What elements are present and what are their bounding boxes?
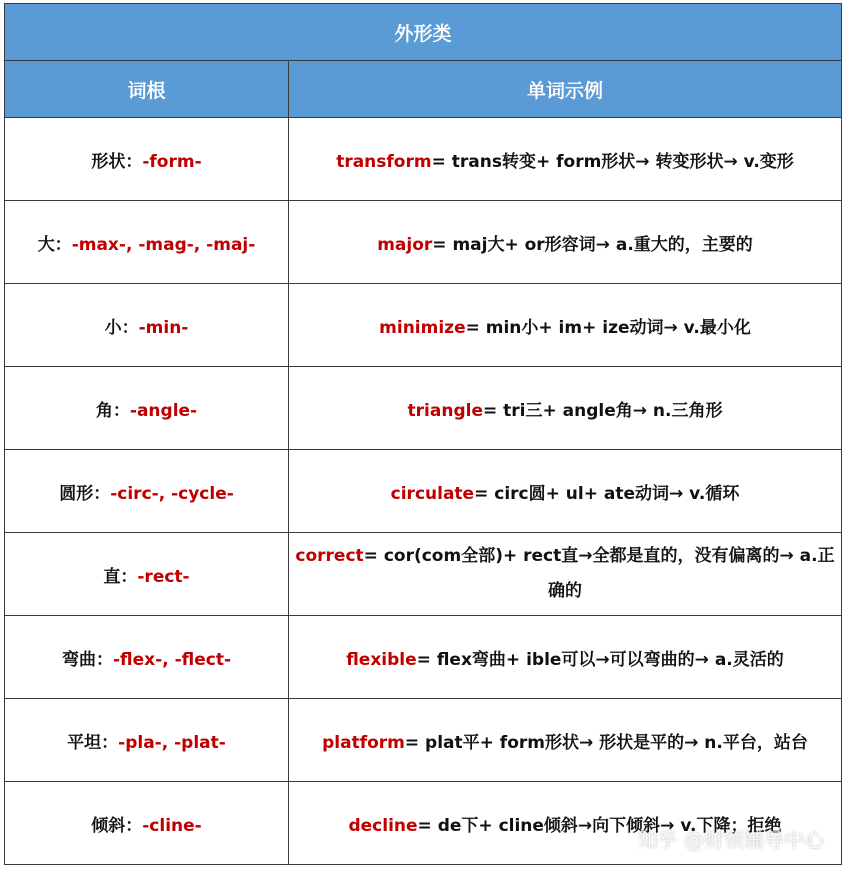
- root-value: -flex-, -flect-: [112, 649, 232, 670]
- table-row: [5, 367, 842, 450]
- example-cell: [289, 284, 842, 367]
- root-label: 直：: [103, 566, 138, 587]
- example-cell: [289, 201, 842, 284]
- root-value: -rect-: [137, 566, 190, 587]
- example-word: flexible: [346, 649, 417, 670]
- example-breakdown: = cor(com全部)+ rect直→全都是直的，没有偏离的→ a.正确的: [363, 546, 835, 601]
- root-label: 弯曲：: [61, 649, 113, 670]
- example-cell: [289, 367, 842, 450]
- example-word: correct: [295, 546, 364, 566]
- example-word: platform: [322, 732, 405, 753]
- root-label: 平坦：: [67, 732, 119, 753]
- roots-table: [4, 3, 842, 865]
- root-cell: [5, 782, 289, 865]
- example-breakdown: = trans转变+ form形状→ 转变形状→ v.变形: [431, 151, 794, 172]
- root-cell: [5, 533, 289, 616]
- column-header-example: 单词示例: [289, 61, 842, 118]
- example-cell: [289, 450, 842, 533]
- table-row: [5, 118, 842, 201]
- example-breakdown: = maj大+ or形容词→ a.重大的，主要的: [432, 234, 753, 255]
- table-row: [5, 616, 842, 699]
- example-word: decline: [348, 815, 418, 836]
- root-value: -min-: [138, 317, 189, 338]
- table-row: [5, 201, 842, 284]
- root-label: 大：: [37, 234, 72, 255]
- example-breakdown: = de下+ cline倾斜→向下倾斜→ v.下降；拒绝: [417, 815, 782, 836]
- root-cell: [5, 118, 289, 201]
- table-row: [5, 699, 842, 782]
- example-cell: [289, 699, 842, 782]
- example-breakdown: = tri三+ angle角→ n.三角形: [482, 400, 723, 421]
- example-breakdown: = circ圆+ ul+ ate动词→ v.循环: [474, 483, 740, 504]
- root-cell: [5, 450, 289, 533]
- example-word: circulate: [390, 483, 475, 504]
- example-breakdown: = plat平+ form形状→ 形状是平的→ n.平台，站台: [404, 732, 808, 753]
- example-breakdown: = flex弯曲+ ible可以→可以弯曲的→ a.灵活的: [416, 649, 784, 670]
- table-row: [5, 450, 842, 533]
- example-word: triangle: [407, 400, 483, 421]
- table-row: [5, 533, 842, 616]
- root-cell: [5, 284, 289, 367]
- root-value: -form-: [142, 151, 202, 172]
- root-value: -pla-, -plat-: [118, 732, 226, 753]
- root-cell: [5, 699, 289, 782]
- root-label: 倾斜：: [91, 815, 143, 836]
- root-cell: [5, 201, 289, 284]
- root-cell: [5, 616, 289, 699]
- root-value: -max-, -mag-, -maj-: [71, 234, 256, 255]
- root-cell: [5, 367, 289, 450]
- example-word: minimize: [379, 317, 466, 338]
- example-cell: [289, 118, 842, 201]
- example-word: transform: [336, 151, 432, 172]
- root-label: 形状：: [91, 151, 143, 172]
- root-label: 角：: [95, 400, 130, 421]
- watermark: 知乎 @财领辅导中心: [637, 828, 824, 852]
- root-label: 圆形：: [59, 483, 111, 504]
- table-title: 外形类: [5, 4, 842, 61]
- example-breakdown: = min小+ im+ ize动词→ v.最小化: [465, 317, 751, 338]
- root-value: -circ-, -cycle-: [110, 483, 234, 504]
- root-value: -angle-: [129, 400, 198, 421]
- example-cell: [289, 533, 842, 616]
- root-value: -cline-: [142, 815, 202, 836]
- table-row: [5, 284, 842, 367]
- example-cell: [289, 616, 842, 699]
- column-header-root: 词根: [5, 61, 289, 118]
- root-label: 小：: [104, 317, 139, 338]
- example-word: major: [377, 234, 433, 255]
